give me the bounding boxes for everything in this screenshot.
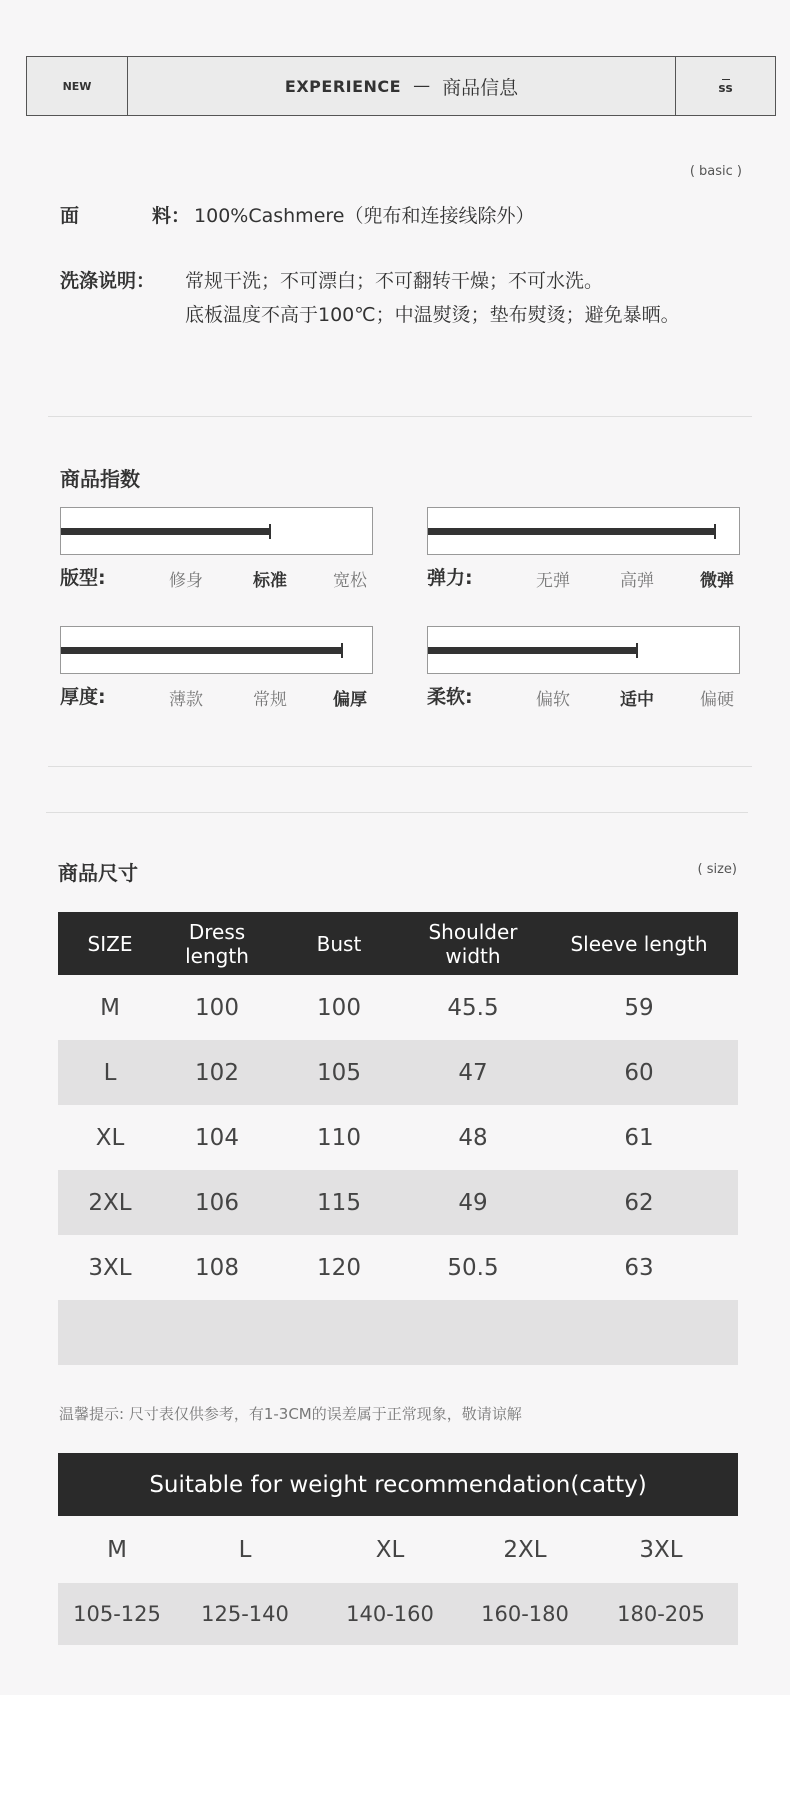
table-cell: 120	[272, 1235, 406, 1300]
size-col-header: Bust	[272, 912, 406, 975]
table-cell: 102	[162, 1040, 272, 1105]
table-cell: 3XL	[58, 1235, 162, 1300]
weight-size: XL	[314, 1516, 466, 1583]
size-title: 商品尺寸	[58, 861, 138, 885]
size-col-header: Sleeve length	[540, 912, 738, 975]
table-cell: 50.5	[406, 1235, 540, 1300]
index-option-selected: 适中	[620, 690, 654, 710]
table-cell: 100	[162, 975, 272, 1040]
table-cell: 2XL	[58, 1170, 162, 1235]
weight-size: 3XL	[584, 1516, 738, 1583]
size-note: ( size)	[697, 862, 737, 877]
index-bar-track	[427, 626, 740, 674]
fabric-row	[60, 201, 534, 228]
size-table-header	[58, 912, 738, 975]
size-col-header: Shoulder width	[406, 912, 540, 975]
table-cell: 105	[272, 1040, 406, 1105]
index-bar-fill	[428, 647, 636, 654]
weight-range: 105-125	[58, 1583, 176, 1645]
table-cell: 104	[162, 1105, 272, 1170]
index-option-selected: 微弹	[700, 571, 734, 591]
weight-title: Suitable for weight recommendation(catty)	[58, 1453, 738, 1516]
section-header	[26, 56, 776, 116]
table-cell: L	[58, 1040, 162, 1105]
index-label: 弹力:	[427, 567, 473, 589]
size-col-header: Dress length	[162, 912, 272, 975]
table-cell: 59	[540, 975, 738, 1040]
table-cell	[540, 1300, 738, 1365]
divider	[46, 812, 748, 813]
index-option: 偏硬	[700, 690, 734, 710]
fabric-value: 100%Cashmere（兜布和连接线除外）	[194, 205, 535, 227]
size-tip: 温馨提示: 尺寸表仅供参考，有1-3CM的误差属于正常现象，敬请谅解	[59, 1405, 522, 1423]
header-dash: —	[413, 76, 431, 96]
index-bar-track	[427, 507, 740, 555]
table-cell: 110	[272, 1105, 406, 1170]
weight-range: 180-205	[584, 1583, 738, 1645]
fabric-label-1: 面	[60, 205, 80, 227]
table-row	[58, 1040, 738, 1105]
index-bar-track	[60, 507, 373, 555]
fabric-label-2: 料：	[152, 205, 191, 227]
index-label: 版型:	[60, 567, 106, 589]
table-row-empty	[58, 1300, 738, 1365]
table-cell: 115	[272, 1170, 406, 1235]
index-option: 偏软	[536, 690, 570, 710]
index-option: 高弹	[620, 571, 654, 591]
index-title: 商品指数	[60, 467, 140, 491]
weight-size: M	[58, 1516, 176, 1583]
table-cell	[272, 1300, 406, 1365]
wash-label: 洗涤说明：	[60, 270, 156, 292]
table-cell: XL	[58, 1105, 162, 1170]
header-title	[128, 57, 675, 115]
size-col-header: SIZE	[58, 912, 162, 975]
index-option: 修身	[169, 571, 203, 591]
index-bar-fill	[61, 528, 269, 535]
index-option: 薄款	[169, 690, 203, 710]
table-cell	[58, 1300, 162, 1365]
table-row	[58, 1235, 738, 1300]
ss-overline	[722, 79, 730, 81]
index-bar-track	[60, 626, 373, 674]
table-cell: M	[58, 975, 162, 1040]
table-cell: 45.5	[406, 975, 540, 1040]
table-cell: 48	[406, 1105, 540, 1170]
weight-table	[58, 1516, 738, 1645]
table-cell	[406, 1300, 540, 1365]
table-cell: 60	[540, 1040, 738, 1105]
index-bar-fill	[428, 528, 714, 535]
wash-line-1: 常规干洗；不可漂白；不可翻转干燥；不可水洗。	[185, 270, 604, 292]
experience-label: EXPERIENCE	[284, 76, 402, 96]
ss-label-box	[675, 57, 775, 115]
wash-line-2: 底板温度不高于100℃；中温熨烫；垫布熨烫；避免暴晒。	[185, 304, 680, 326]
divider	[48, 766, 752, 767]
weight-size: 2XL	[466, 1516, 584, 1583]
table-cell: 47	[406, 1040, 540, 1105]
weight-size-row	[58, 1516, 738, 1583]
size-table	[58, 912, 738, 1365]
index-option: 无弹	[536, 571, 570, 591]
table-cell: 61	[540, 1105, 738, 1170]
table-cell: 106	[162, 1170, 272, 1235]
index-label: 柔软:	[427, 686, 473, 708]
table-row	[58, 975, 738, 1040]
table-row	[58, 1105, 738, 1170]
weight-range: 160-180	[466, 1583, 584, 1645]
table-cell: 49	[406, 1170, 540, 1235]
table-row	[58, 1170, 738, 1235]
table-cell	[162, 1300, 272, 1365]
index-option-selected: 标准	[253, 571, 287, 591]
table-cell: 62	[540, 1170, 738, 1235]
index-label: 厚度:	[60, 686, 106, 708]
index-option: 常规	[253, 690, 287, 710]
weight-range: 125-140	[176, 1583, 314, 1645]
product-info-title: 商品信息	[442, 76, 519, 99]
index-option: 宽松	[333, 571, 367, 591]
index-bar-fill	[61, 647, 341, 654]
weight-size: L	[176, 1516, 314, 1583]
table-cell: 100	[272, 975, 406, 1040]
table-cell: 63	[540, 1235, 738, 1300]
new-label: NEW	[27, 57, 128, 115]
basic-note: ( basic )	[689, 164, 742, 179]
weight-range-row	[58, 1583, 738, 1645]
ss-label: ss	[718, 81, 733, 96]
table-cell: 108	[162, 1235, 272, 1300]
divider	[48, 416, 752, 417]
index-option-selected: 偏厚	[333, 690, 367, 710]
weight-range: 140-160	[314, 1583, 466, 1645]
